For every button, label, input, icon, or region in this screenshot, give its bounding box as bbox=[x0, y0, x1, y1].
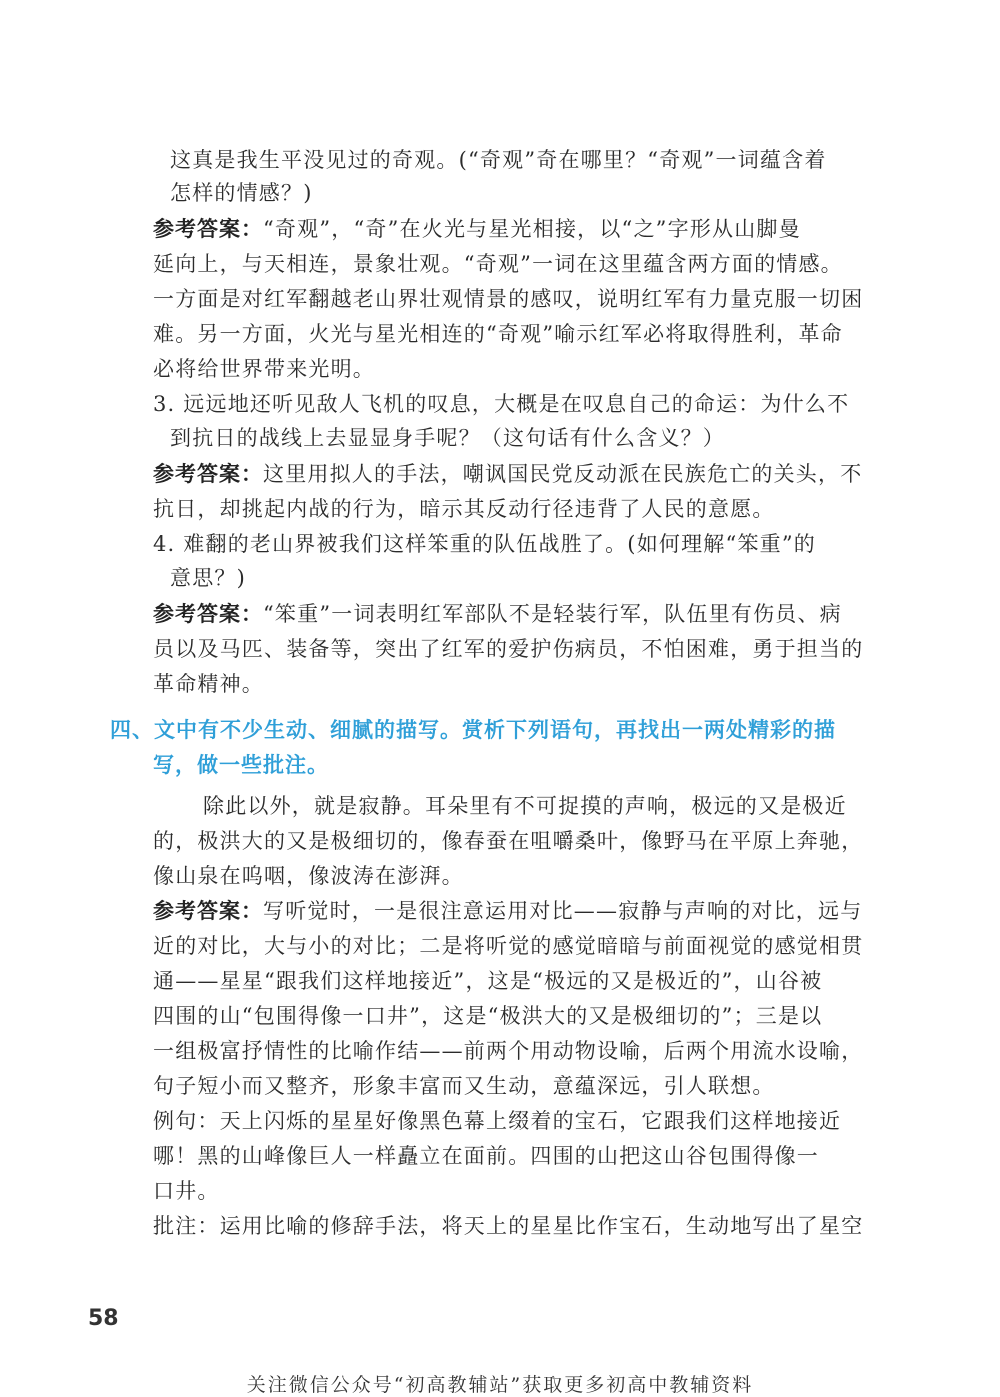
answer-5-text: 写听觉时，一是很注意运用对比——寂静与声响的对比，远与 bbox=[263, 899, 863, 923]
answer-5-line-6: 句子短小而又整齐，形象丰富而又生动，意蕴深远，引人联想。 bbox=[153, 1074, 775, 1098]
question-2-line-1: 这真是我生平没见过的奇观。(“奇观”奇在哪里？“奇观”一词蕴含着 bbox=[170, 148, 827, 172]
example-line-1: 例句：天上闪烁的星星好像黑色幕上缀着的宝石，它跟我们这样地接近 bbox=[153, 1109, 842, 1133]
section-4-heading-line-1: 四、文中有不少生动、细腻的描写。赏析下列语句，再找出一两处精彩的描 bbox=[110, 718, 836, 742]
question-4-line-2: 意思？) bbox=[170, 566, 246, 590]
answer-2-line-3: 一方面是对红军翻越老山界壮观情景的感叹，说明红军有力量克服一切困 bbox=[153, 287, 864, 311]
question-3-line-1: 3. 远远地还听见敌人飞机的叹息，大概是在叹息自己的命运：为什么不 bbox=[153, 392, 850, 416]
example-line-3: 口井。 bbox=[153, 1179, 220, 1203]
answer-3-text: 这里用拟人的手法，嘲讽国民党反动派在民族危亡的关头，不 bbox=[263, 462, 863, 486]
answer-4-line-3: 革命精神。 bbox=[153, 672, 264, 696]
annotation-line-1: 批注：运用比喻的修辞手法，将天上的星星比作宝石，生动地写出了星空 bbox=[153, 1214, 864, 1238]
answer-2-line-2: 延向上，与天相连，景象壮观。“奇观”一词在这里蕴含两方面的情感。 bbox=[153, 252, 843, 276]
answer-3-line-1 bbox=[153, 464, 862, 485]
question-4-line-1: 4. 难翻的老山界被我们这样笨重的队伍战胜了。(如何理解“笨重”的 bbox=[153, 532, 816, 556]
answer-5-line-5: 一组极富抒情性的比喻作结——前两个用动物设喻，后两个用流水设喻， bbox=[153, 1039, 864, 1063]
answer-4-text: “笨重”一词表明红军部队不是轻装行军，队伍里有伤员、病 bbox=[263, 602, 842, 626]
answer-5-line-3: 通——星星“跟我们这样地接近”，这是“极远的又是极近的”，山谷被 bbox=[153, 969, 823, 993]
answer-4-line-2: 员以及马匹、装备等，突出了红军的爱护伤病员，不怕困难，勇于担当的 bbox=[153, 637, 864, 661]
answer-label: 参考答案： bbox=[153, 217, 263, 241]
answer-2-text: “奇观”，“奇”在火光与星光相接，以“之”字形从山脚曼 bbox=[263, 217, 801, 241]
example-line-2: 哪！黑的山峰像巨人一样矗立在面前。四围的山把这山谷包围得像一 bbox=[153, 1144, 819, 1168]
answer-2-line-4: 难。另一方面，火光与星光相连的“奇观”喻示红军必将取得胜利，革命 bbox=[153, 322, 843, 346]
page-number: 58 bbox=[88, 1306, 119, 1331]
answer-4-line-1 bbox=[153, 604, 842, 625]
answer-3-line-2: 抗日，却挑起内战的行为，暗示其反动行径违背了人民的意愿。 bbox=[153, 497, 775, 521]
passage-line-1: 除此以外，就是寂静。耳朵里有不可捉摸的声响，极远的又是极近 bbox=[203, 794, 847, 818]
footer-note: 关注微信公众号“初高教辅站”获取更多初高中教辅资料 bbox=[246, 1374, 754, 1396]
section-4-heading-line-2: 写，做一些批注。 bbox=[153, 753, 329, 777]
answer-label: 参考答案： bbox=[153, 462, 263, 486]
answer-2-line-5: 必将给世界带来光明。 bbox=[153, 357, 375, 381]
answer-label: 参考答案： bbox=[153, 899, 263, 923]
answer-label: 参考答案： bbox=[153, 602, 263, 626]
passage-line-3: 像山泉在呜咽，像波涛在澎湃。 bbox=[153, 864, 464, 888]
passage-line-2: 的，极洪大的又是极细切的，像春蚕在咀嚼桑叶，像野马在平原上奔驰， bbox=[153, 829, 864, 853]
answer-5-line-4: 四围的山“包围得像一口井”，这是“极洪大的又是极细切的”；三是以 bbox=[153, 1004, 823, 1028]
question-2-line-2: 怎样的情感？) bbox=[170, 181, 313, 205]
answer-5-line-2: 近的对比，大与小的对比；二是将听觉的感觉暗暗与前面视觉的感觉相贯 bbox=[153, 934, 864, 958]
answer-5-line-1 bbox=[153, 901, 862, 922]
question-3-line-2: 到抗日的战线上去显显身手呢？（这句话有什么含义？） bbox=[170, 426, 725, 450]
answer-2-line-1 bbox=[153, 219, 801, 240]
